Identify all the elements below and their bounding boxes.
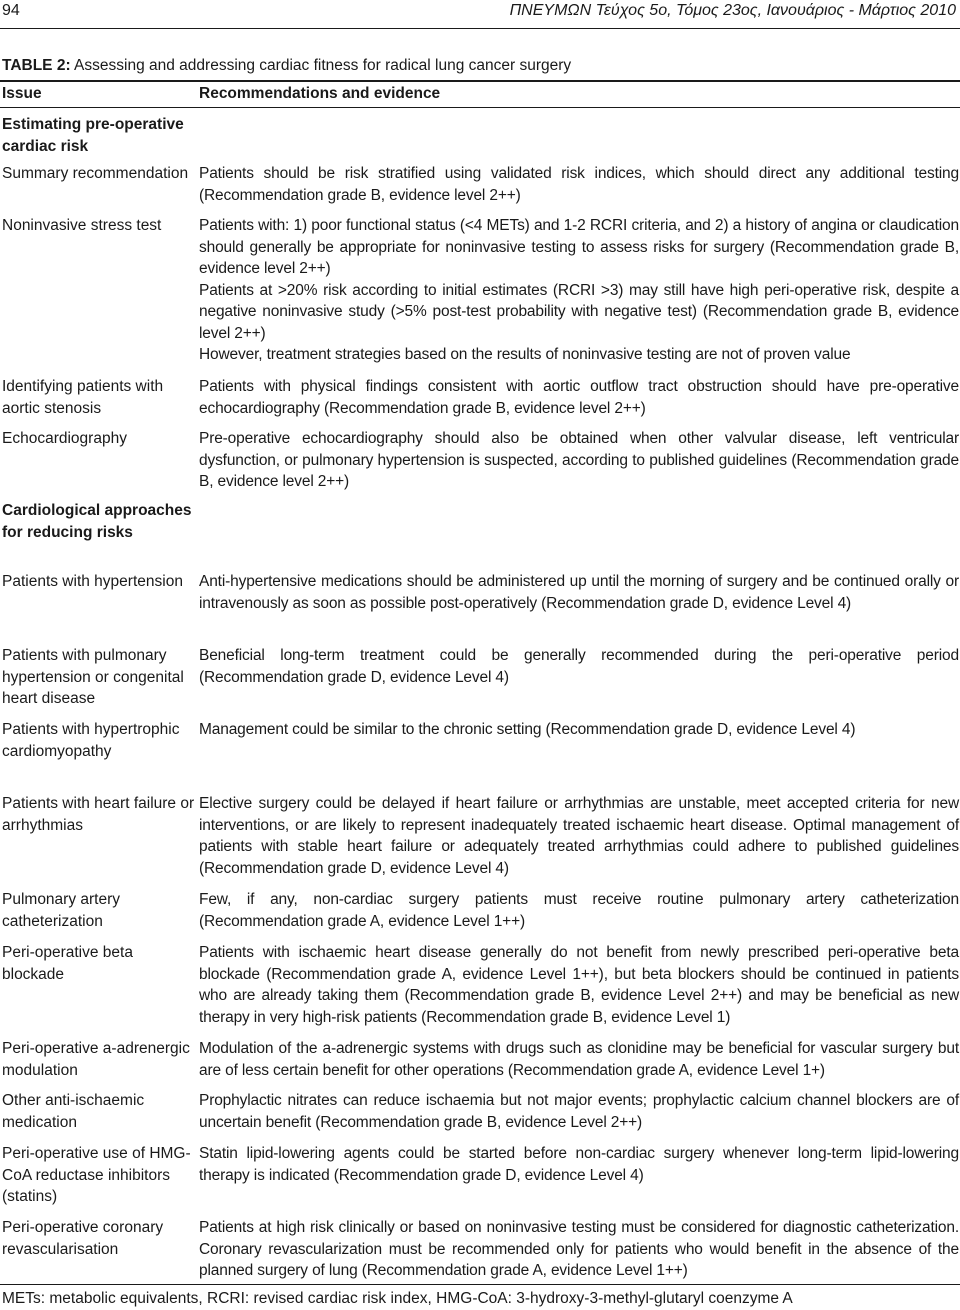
recommendation-cell <box>199 215 959 366</box>
issue-cell: Peri-operative coronary revascularisation <box>2 1219 164 1258</box>
recommendation-cell <box>199 1038 959 1081</box>
issue-cell: Peri-operative beta blockade <box>2 944 133 983</box>
issue-cell: Echocardiography <box>2 430 127 447</box>
table-caption <box>2 57 571 75</box>
table-footnote: METs: metabolic equivalents, RCRI: revised cardiac risk index, HMG-CoA: 3-hydroxy-3-methyl-glutaryl coenzyme A <box>2 1290 793 1307</box>
journal-title: ΠΝΕΥΜΩΝ Τεύχος 5ο, Τόμος 23ος, Ιανουάριος - Μάρτιος 2010 <box>509 2 956 19</box>
column-header-rule <box>0 107 960 108</box>
table-caption-label: TABLE 2: <box>2 57 71 74</box>
issue-cell: Patients with hypertrophic cardiomyopathy <box>2 721 180 760</box>
column-header-recommendations: Recommendations and evidence <box>199 85 441 102</box>
recommendation-text: Modulation of the a-adrenergic systems with drugs such as clonidine may be beneficial for vascular surgery but are of less certain benefit for other operations (Recommendation grade A, evidence Level 1+) <box>199 1040 959 1079</box>
recommendation-text: Statin lipid-lowering agents could be started before non-cardiac surgery whenever long-term lipid-lowering therapy is indicated (Recommendation grade D, evidence Level 4) <box>199 1145 959 1184</box>
recommendation-text: Few, if any, non-cardiac surgery patients must receive routine pulmonary artery catheterization (Recommendation grade A, evidence Level 1++) <box>199 891 959 930</box>
recommendation-text: Prophylactic nitrates can reduce ischaemia but not major events; prophylactic calcium channel blockers are of uncertain benefit (Recommendation grade B, evidence Level 2++) <box>199 1092 959 1131</box>
issue-cell: Patients with pulmonary hypertension or congenital heart disease <box>2 647 184 707</box>
recommendation-cell <box>199 1217 959 1282</box>
table-bottom-rule <box>0 1284 960 1285</box>
running-header <box>0 0 960 30</box>
recommendation-text: Patients with ischaemic heart disease generally do not benefit from newly prescribed peri-operative beta blockade (Recommendation grade A, evidence Level 1++), but beta blockers should be continued in patients who are already taking them (Recommendation grade B, evidence Level 2++) and may be beneficial as new therapy in very high-risk patients (Recommendation grade B, evidence Level 1) <box>199 944 959 1026</box>
section-heading: Estimating pre-operative cardiac risk <box>2 116 184 155</box>
column-header-issue: Issue <box>2 85 42 102</box>
issue-cell: Patients with hypertension <box>2 573 183 590</box>
recommendation-text: Pre-operative echocardiography should also be obtained when other valvular disease, left ventricular dysfunction, or pulmonary hypertension is suspected, according to published guidelines (Recommendation grade B, evidence level 2++) <box>199 430 959 490</box>
recommendation-cell <box>199 645 959 688</box>
recommendation-text: However, treatment strategies based on the results of noninvasive testing are not of proven value <box>199 346 851 363</box>
recommendation-cell <box>199 1090 959 1133</box>
recommendation-text: Patients with physical findings consistent with aortic outflow tract obstruction should have pre-operative echocardiography (Recommendation grade B, evidence level 2++) <box>199 378 959 417</box>
issue-cell: Peri-operative a-adrenergic modulation <box>2 1040 190 1079</box>
recommendation-text: Patients at high risk clinically or based on noninvasive testing must be considered for diagnostic catheterization. Coronary revascularization must be recommended only for patients who would benefit in the absence of the planned surgery of lung (Recommendation grade A, evidence Level 1++) <box>199 1219 959 1279</box>
issue-cell: Pulmonary artery catheterization <box>2 891 121 930</box>
recommendation-text: Management could be similar to the chronic setting (Recommendation grade D, evidence Level 4) <box>199 721 856 738</box>
recommendation-text: Anti-hypertensive medications should be administered up until the morning of surgery and be continued orally or intravenously as soon as possible post-operatively (Recommendation grade D, evidence Level 4) <box>199 573 959 612</box>
recommendation-cell <box>199 428 959 493</box>
recommendation-cell <box>199 163 959 206</box>
header-rule <box>0 28 960 29</box>
issue-cell: Other anti-ischaemic medication <box>2 1092 145 1131</box>
recommendation-text: Patients should be risk stratified using validated risk indices, which should direct any additional testing (Recommendation grade B, evidence level 2++) <box>199 165 959 204</box>
table-caption-text: Assessing and addressing cardiac fitness for radical lung cancer surgery <box>70 57 572 74</box>
page-number: 94 <box>2 2 20 19</box>
issue-cell: Identifying patients with aortic stenosis <box>2 378 164 417</box>
recommendation-text: Elective surgery could be delayed if heart failure or arrhythmias are unstable, meet accepted criteria for new interventions, or are likely to represent inadequately treated ischaemic heart disease. Optimal management of patients with stable heart failure or adequately treated arrhythmias could adhere to published guidelines (Recommendation grade D, evidence Level 4) <box>199 795 959 877</box>
recommendation-cell <box>199 719 959 741</box>
recommendation-text: Patients at >20% risk according to initial estimates (RCRI >3) may still have high peri-operative risk, despite a negative noninvasive study (>5% post-test probability with negative test) (Recommendation grade B, evidence level 2++) <box>199 281 959 342</box>
recommendation-cell <box>199 793 959 879</box>
issue-cell: Noninvasive stress test <box>2 217 162 234</box>
recommendation-cell <box>199 942 959 1028</box>
recommendation-cell <box>199 571 959 614</box>
recommendation-text: Beneficial long-term treatment could be generally recommended during the peri-operative period (Recommendation grade D, evidence Level 4) <box>199 647 959 686</box>
recommendation-cell <box>199 889 959 932</box>
recommendation-text: Patients with: 1) poor functional status (<4 METs) and 1-2 RCRI criteria, and 2) a history of angina or claudication should generally be appropriate for noninvasive testing to assess risks for surgery (Recommendation grade B, evidence level 2++) <box>199 217 959 277</box>
issue-cell: Peri-operative use of HMG-CoA reductase inhibitors (statins) <box>2 1145 191 1205</box>
recommendation-cell <box>199 1143 959 1186</box>
issue-cell: Summary recommendation <box>2 165 189 182</box>
table-top-rule <box>0 80 960 82</box>
issue-cell: Patients with heart failure or arrhythmias <box>2 795 195 834</box>
recommendation-cell <box>199 376 959 419</box>
section-heading: Cardiological approaches for reducing risks <box>2 502 192 541</box>
